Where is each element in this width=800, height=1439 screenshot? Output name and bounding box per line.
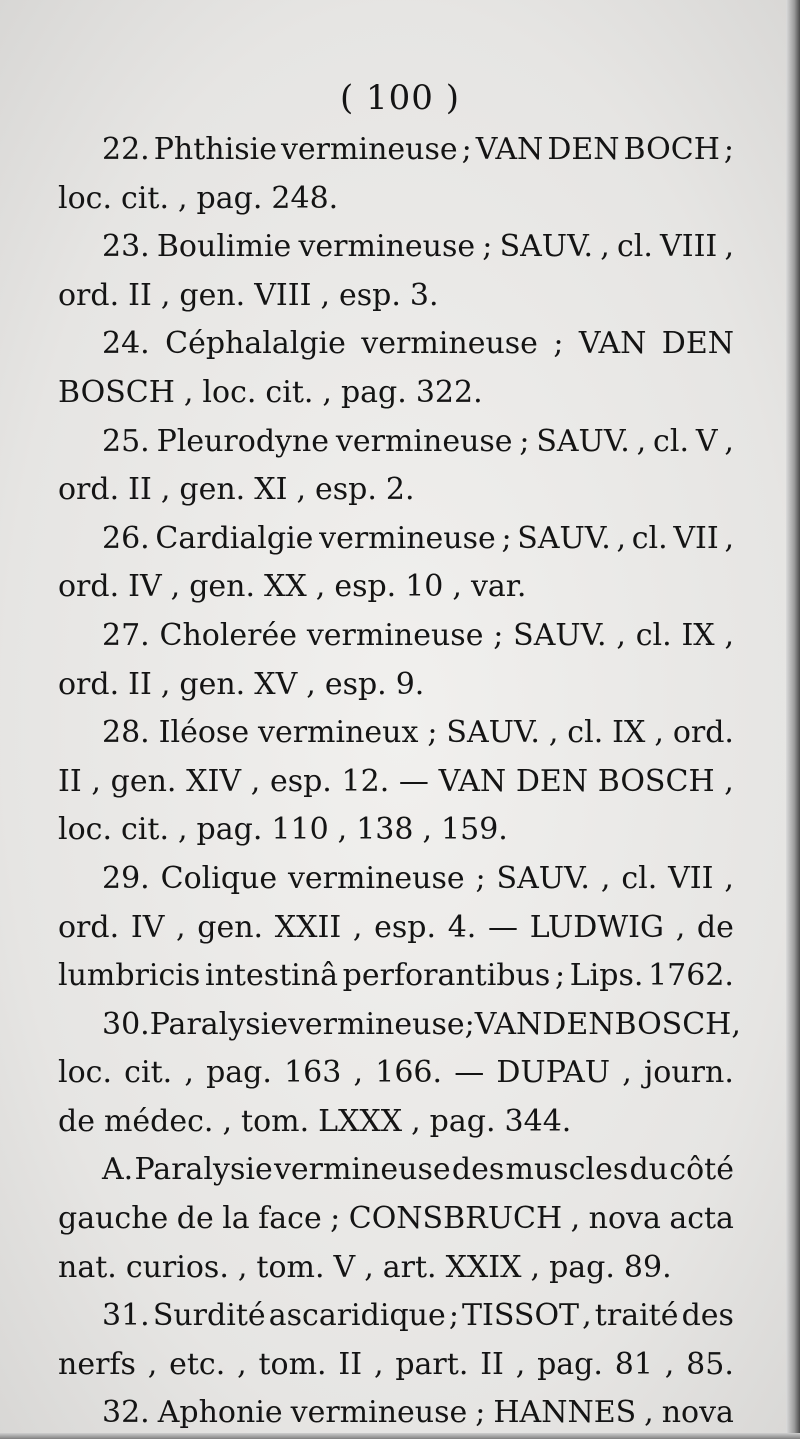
word: art.: [382, 1249, 437, 1285]
word: 3.: [409, 277, 439, 313]
word: face: [258, 1201, 322, 1237]
word: ,: [352, 909, 363, 945]
word: vermineuse: [290, 1395, 468, 1431]
word: Pleurodyne: [156, 423, 330, 459]
word: médec.: [103, 1103, 214, 1139]
text-line: [58, 272, 734, 321]
word: II: [128, 277, 152, 313]
text-line: [58, 1146, 734, 1195]
word: ,: [170, 569, 181, 605]
word: esp.: [334, 569, 397, 605]
word: esp.: [374, 909, 437, 945]
word: Lips.: [569, 958, 644, 994]
text-line: [58, 855, 734, 904]
word: ord.: [672, 715, 734, 751]
word: ,: [322, 374, 332, 410]
word: VIII: [660, 229, 718, 265]
word: ,: [160, 472, 171, 508]
word: ,: [160, 277, 171, 313]
word: ,: [724, 763, 734, 799]
word: vermineuse: [335, 423, 513, 459]
word: cl.: [653, 423, 689, 459]
word: journ.: [643, 1055, 734, 1091]
word: vermineux: [258, 715, 419, 751]
word: pag.: [340, 374, 407, 410]
text-line: [58, 175, 734, 224]
word: vermineuse: [361, 326, 538, 362]
word: 89.: [623, 1249, 672, 1285]
text-line: [58, 758, 734, 807]
word: VAN: [475, 132, 544, 167]
text-line: [58, 1098, 734, 1147]
word: tom.: [256, 1249, 325, 1285]
word: Paralysie: [134, 1152, 273, 1188]
word: du: [629, 1152, 669, 1188]
word: ,: [222, 1103, 233, 1139]
word: tom.: [258, 1346, 327, 1382]
word: ,: [654, 715, 664, 751]
word: ;: [448, 1298, 459, 1334]
word: BOSCH: [58, 374, 175, 410]
word: ,: [176, 909, 186, 945]
text-line: [58, 904, 734, 953]
word: ,: [622, 1055, 632, 1091]
body-text: [58, 126, 741, 1438]
word: pag.: [196, 812, 263, 848]
word: nat.: [58, 1249, 117, 1285]
word: ord.: [58, 909, 120, 945]
word: vermineuse: [287, 1006, 465, 1042]
word: ,: [237, 1249, 248, 1285]
text-line: [58, 1001, 741, 1050]
word: 29.: [102, 860, 150, 896]
word: BOSCH: [614, 1006, 732, 1042]
word: ,: [337, 812, 348, 848]
word: ,: [364, 1249, 374, 1285]
word: cl.: [635, 617, 672, 653]
word: ,: [616, 617, 626, 653]
word: Boulimie: [156, 229, 292, 265]
word: nova: [588, 1201, 661, 1237]
word: ,: [724, 520, 734, 556]
word: IV: [128, 569, 162, 605]
word: gen.: [189, 569, 256, 605]
word: des: [451, 1152, 505, 1188]
word: cit.: [265, 374, 314, 410]
word: SAUV.: [517, 520, 611, 556]
word: ;: [554, 958, 566, 994]
word: LUDWIG: [529, 909, 664, 945]
word: part.: [395, 1346, 469, 1382]
word: cl.: [621, 860, 658, 896]
word: pag.: [537, 1346, 603, 1382]
word: SAUV.: [446, 715, 540, 751]
word: VII: [673, 520, 719, 556]
word: 163: [284, 1055, 342, 1091]
word: 9.: [395, 666, 425, 702]
word: V: [695, 423, 718, 459]
word: DEN: [661, 326, 734, 362]
text-line: [58, 369, 734, 418]
word: vermineuse: [273, 1152, 451, 1188]
word: ,: [548, 715, 559, 751]
word: SAUV.: [536, 423, 630, 459]
word: pag.: [429, 1103, 496, 1139]
word: cl.: [567, 715, 604, 751]
word: ,: [530, 1249, 541, 1285]
word: ,: [411, 1103, 421, 1139]
word: ,: [731, 1006, 741, 1042]
word: perforantibus: [342, 958, 551, 994]
word: esp.: [339, 277, 401, 313]
word: pag.: [196, 180, 263, 216]
word: ;: [482, 229, 493, 265]
word: ,: [675, 909, 686, 945]
word: ,: [353, 1055, 364, 1091]
word: ;: [493, 617, 504, 653]
word: ,: [296, 472, 306, 508]
word: 23.: [102, 229, 150, 265]
text-line: [58, 320, 734, 369]
word: vermineuse: [319, 520, 496, 556]
text-line: [58, 1341, 734, 1390]
word: loc.: [58, 180, 112, 216]
word: loc.: [58, 812, 112, 848]
text-line: [58, 515, 734, 564]
word: de: [696, 909, 734, 945]
word: SAUV.: [499, 229, 594, 265]
text-line: [58, 563, 734, 612]
word: nova: [661, 1395, 734, 1431]
text-line: [58, 1049, 734, 1098]
word: traité: [594, 1298, 679, 1334]
page-number: ( 100 ): [339, 78, 461, 118]
word: nerfs: [58, 1346, 136, 1382]
word: 30.: [102, 1006, 150, 1042]
word: SAUV.: [513, 617, 607, 653]
word: II: [58, 763, 82, 799]
word: 22.: [102, 132, 150, 167]
word: vermineuse: [298, 229, 476, 265]
word: ,: [237, 1346, 247, 1382]
word: gen.: [179, 472, 246, 508]
word: HANNES: [493, 1395, 637, 1431]
word: loc.: [58, 1055, 112, 1091]
word: ,: [250, 763, 261, 799]
word: ,: [183, 374, 194, 410]
word: ;: [475, 1395, 486, 1431]
word: Colique: [160, 860, 278, 896]
word: DEN: [547, 132, 620, 167]
word: loc.: [202, 374, 257, 410]
word: XXII: [274, 909, 342, 945]
word: VAN: [474, 1006, 543, 1042]
word: ,: [600, 229, 610, 265]
text-line: [58, 1195, 734, 1244]
word: Cardialgie: [155, 520, 314, 556]
word: XX: [264, 569, 307, 605]
word: ,: [315, 569, 326, 605]
word: II: [128, 472, 152, 508]
word: tom.: [241, 1103, 310, 1139]
word: ;: [519, 423, 530, 459]
word: 24.: [102, 326, 150, 362]
word: esp.: [315, 472, 377, 508]
text-line: [58, 418, 734, 467]
word: ,: [636, 423, 647, 459]
word: ,: [178, 180, 188, 216]
word: IX: [612, 715, 646, 751]
word: ord.: [58, 277, 120, 313]
word: ;: [427, 715, 438, 751]
word: ord.: [58, 666, 120, 702]
word: ,: [644, 1395, 654, 1431]
word: SAUV.: [496, 860, 590, 896]
word: ,: [570, 1201, 581, 1237]
word: 85.: [686, 1346, 734, 1382]
word: 31.: [102, 1298, 150, 1334]
word: ;: [723, 132, 734, 167]
word: DUPAU: [496, 1055, 611, 1091]
word: ,: [178, 812, 188, 848]
word: ,: [184, 1055, 194, 1091]
text-line: [58, 126, 734, 175]
word: VII: [668, 860, 714, 896]
word: var.: [470, 569, 527, 605]
word: gen.: [179, 277, 246, 313]
word: de: [176, 1201, 214, 1237]
word: 166.: [375, 1055, 443, 1091]
word: XIV: [186, 763, 242, 799]
word: ,: [373, 1346, 384, 1382]
word: cit.: [121, 812, 169, 848]
word: —: [398, 763, 429, 799]
word: de: [58, 1103, 95, 1139]
text-line: [58, 806, 734, 855]
word: cl.: [631, 520, 668, 556]
word: 110: [271, 812, 329, 848]
word: 25.: [102, 423, 150, 459]
word: des: [681, 1298, 734, 1334]
word: —: [454, 1055, 485, 1091]
word: ,: [160, 666, 171, 702]
word: vermineuse: [287, 860, 465, 896]
word: Paralysie: [149, 1006, 288, 1042]
word: 12.: [341, 763, 390, 799]
text-line: [58, 612, 734, 661]
word: 159.: [441, 812, 508, 848]
word: II: [128, 666, 152, 702]
word: 4.: [447, 909, 477, 945]
word: DEN: [515, 763, 589, 799]
word: 322.: [415, 374, 483, 410]
word: côté: [669, 1152, 734, 1188]
word: ord.: [58, 569, 120, 605]
word: TISSOT: [462, 1298, 580, 1334]
word: BOSCH: [597, 763, 715, 799]
word: ,: [147, 1346, 158, 1382]
word: —: [488, 909, 519, 945]
word: ,: [724, 860, 734, 896]
word: VIII: [254, 277, 312, 313]
word: 27.: [102, 617, 150, 653]
word: 248.: [271, 180, 339, 216]
word: XI: [254, 472, 288, 508]
word: ,: [320, 277, 330, 313]
word: pag.: [206, 1055, 272, 1091]
word: etc.: [169, 1346, 226, 1382]
word: ,: [724, 229, 734, 265]
word: 1762.: [648, 958, 734, 994]
word: DEN: [542, 1006, 615, 1042]
word: ,: [582, 1298, 592, 1334]
word: ,: [724, 423, 734, 459]
word: IV: [130, 909, 165, 945]
text-line: [58, 1389, 734, 1438]
word: VAN: [578, 326, 647, 362]
word: curios.: [125, 1249, 229, 1285]
word: la: [222, 1201, 250, 1237]
word: 32.: [102, 1395, 150, 1431]
word: acta: [669, 1201, 734, 1237]
word: ,: [616, 520, 627, 556]
text-line: [58, 466, 734, 515]
word: vermineuse: [306, 617, 484, 653]
word: ;: [461, 132, 472, 167]
word: 10: [405, 569, 444, 605]
word: Iléose: [158, 715, 250, 751]
word: II: [338, 1346, 363, 1382]
text-line: [58, 952, 734, 1001]
word: CONSBRUCH: [348, 1201, 563, 1237]
word: 28.: [102, 715, 150, 751]
word: II: [480, 1346, 504, 1382]
word: ,: [664, 1346, 675, 1382]
page-edge-shadow: [786, 0, 800, 1439]
word: ,: [91, 763, 101, 799]
text-line: [58, 709, 734, 758]
word: 344.: [504, 1103, 572, 1139]
word: ;: [330, 1201, 341, 1237]
word: Aphonie: [157, 1395, 283, 1431]
word: cit.: [124, 1055, 173, 1091]
word: Phthisie: [153, 132, 277, 167]
word: 26.: [102, 520, 150, 556]
word: gen.: [179, 666, 246, 702]
word: lumbricis: [58, 958, 201, 994]
word: LXXX: [318, 1103, 403, 1139]
word: XV: [254, 666, 298, 702]
word: esp.: [269, 763, 332, 799]
word: ;: [464, 1006, 475, 1042]
word: esp.: [324, 666, 387, 702]
word: vermineuse: [280, 132, 458, 167]
word: ,: [422, 812, 433, 848]
text-line: [58, 1244, 734, 1293]
word: A.: [102, 1152, 134, 1188]
word: ;: [475, 860, 486, 896]
word: Cholerée: [159, 617, 298, 653]
word: 81: [614, 1346, 653, 1382]
text-line: [58, 661, 734, 710]
text-line: [58, 1292, 734, 1341]
word: ascaridique: [268, 1298, 446, 1334]
word: Surdité: [152, 1298, 266, 1334]
word: ,: [724, 617, 734, 653]
word: ,: [306, 666, 316, 702]
word: 138: [356, 812, 414, 848]
word: BOCH: [623, 132, 720, 167]
word: 2.: [385, 472, 415, 508]
word: ;: [501, 520, 512, 556]
word: muscles: [505, 1152, 629, 1188]
word: ,: [515, 1346, 526, 1382]
word: pag.: [549, 1249, 615, 1285]
word: gauche: [58, 1201, 169, 1237]
word: V: [333, 1249, 356, 1285]
word: VAN: [438, 763, 507, 799]
word: intestinâ: [204, 958, 338, 994]
word: cit.: [121, 180, 169, 216]
word: IX: [681, 617, 715, 653]
word: gen.: [110, 763, 177, 799]
word: cl.: [616, 229, 653, 265]
word: ,: [600, 860, 611, 896]
word: gen.: [197, 909, 264, 945]
word: Céphalalgie: [165, 326, 346, 362]
word: ;: [553, 326, 564, 362]
word: XXIX: [445, 1249, 522, 1285]
word: ,: [452, 569, 462, 605]
word: ord.: [58, 472, 120, 508]
text-line: [58, 223, 734, 272]
